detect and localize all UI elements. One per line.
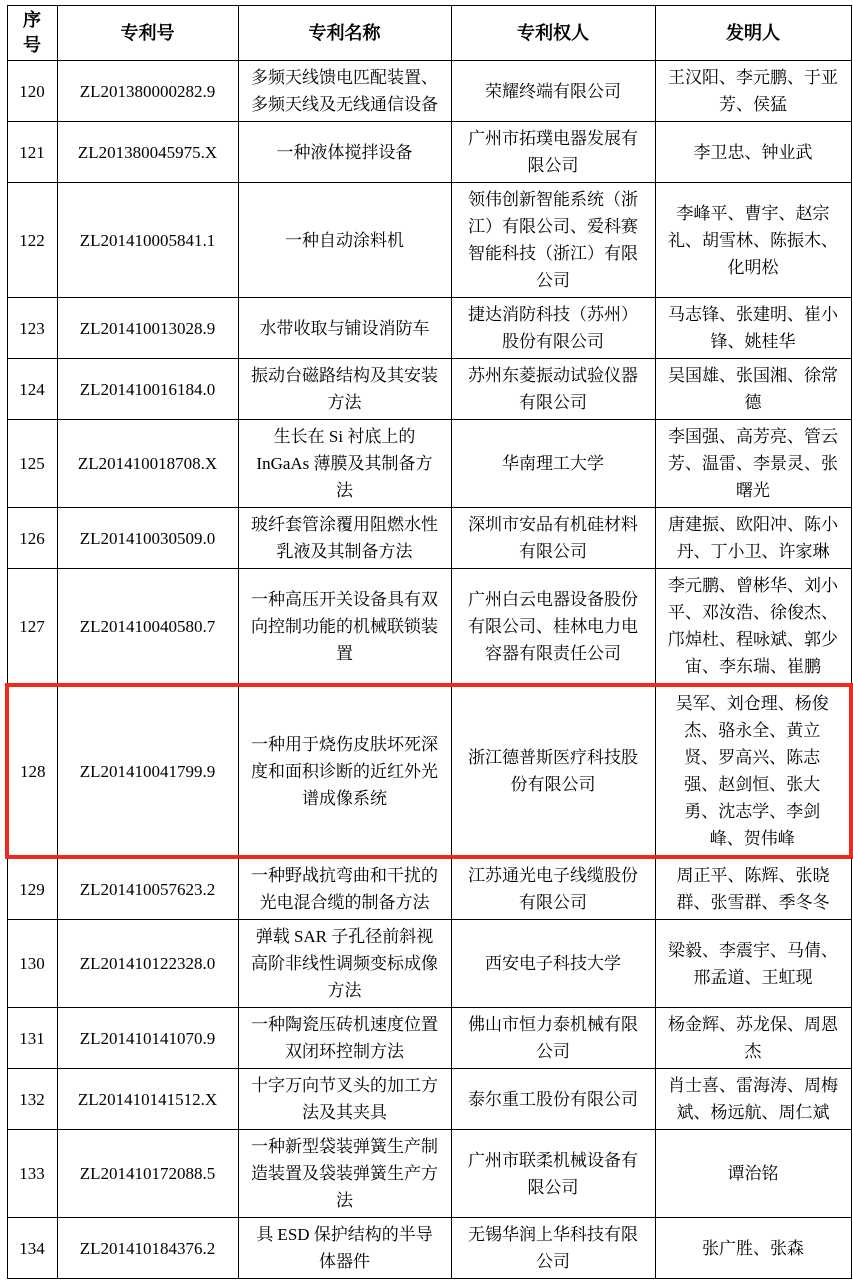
cell-patentee: 苏州东菱振动试验仪器有限公司	[451, 359, 655, 420]
table-row	[7, 359, 851, 420]
cell-patent-no: ZL201380045975.X	[57, 122, 238, 183]
header-row	[7, 6, 851, 61]
cell-seq: 131	[7, 1008, 57, 1069]
cell-patent-no: ZL201410141070.9	[57, 1008, 238, 1069]
cell-patentee: 领伟创新智能系统（浙江）有限公司、爱科赛智能科技（浙江）有限公司	[451, 183, 655, 298]
cell-seq: 128	[7, 685, 57, 857]
cell-inventors: 杨金辉、苏龙保、周恩杰	[655, 1008, 851, 1069]
cell-patent-no: ZL201410013028.9	[57, 298, 238, 359]
cell-patent-name: 一种陶瓷压砖机速度位置双闭环控制方法	[238, 1008, 451, 1069]
header-patent-no: 专利号	[57, 6, 238, 61]
table-row	[7, 1130, 851, 1218]
cell-inventors: 梁毅、李震宇、马倩、邢孟道、王虹现	[655, 920, 851, 1008]
cell-patent-no: ZL201410005841.1	[57, 183, 238, 298]
cell-patent-no: ZL201410141512.X	[57, 1069, 238, 1130]
table-row	[7, 508, 851, 569]
table-row	[7, 61, 851, 122]
cell-inventors: 周正平、陈辉、张晓群、张雪群、季冬冬	[655, 857, 851, 920]
cell-patentee: 华南理工大学	[451, 420, 655, 508]
cell-patentee: 广州市拓璞电器发展有限公司	[451, 122, 655, 183]
cell-inventors: 张广胜、张森	[655, 1218, 851, 1279]
cell-patent-name: 水带收取与铺设消防车	[238, 298, 451, 359]
cell-inventors: 马志锋、张建明、崔小锋、姚桂华	[655, 298, 851, 359]
cell-patentee: 无锡华润上华科技有限公司	[451, 1218, 655, 1279]
cell-patent-name: 一种野战抗弯曲和干扰的光电混合缆的制备方法	[238, 857, 451, 920]
cell-seq: 126	[7, 508, 57, 569]
cell-patentee: 浙江德普斯医疗科技股份有限公司	[451, 685, 655, 857]
cell-patent-name: 玻纤套管涂覆用阻燃水性乳液及其制备方法	[238, 508, 451, 569]
cell-seq: 130	[7, 920, 57, 1008]
cell-patentee: 广州市联柔机械设备有限公司	[451, 1130, 655, 1218]
cell-patent-no: ZL201410184376.2	[57, 1218, 238, 1279]
cell-patentee: 荣耀终端有限公司	[451, 61, 655, 122]
cell-patent-name: 一种用于烧伤皮肤坏死深度和面积诊断的近红外光谱成像系统	[238, 685, 451, 857]
table-row	[7, 1069, 851, 1130]
cell-patent-no: ZL201410041799.9	[57, 685, 238, 857]
table-row	[7, 420, 851, 508]
cell-seq: 123	[7, 298, 57, 359]
header-seq: 序号	[7, 6, 57, 61]
cell-patent-name: 一种高压开关设备具有双向控制功能的机械联锁装置	[238, 569, 451, 686]
table-row	[7, 122, 851, 183]
table-row	[7, 857, 851, 920]
cell-patent-name: 多频天线馈电匹配装置、多频天线及无线通信设备	[238, 61, 451, 122]
cell-seq: 121	[7, 122, 57, 183]
cell-inventors: 李峰平、曹宇、赵宗礼、胡雪林、陈振木、化明松	[655, 183, 851, 298]
cell-patentee: 深圳市安品有机硅材料有限公司	[451, 508, 655, 569]
cell-patent-no: ZL201410172088.5	[57, 1130, 238, 1218]
cell-seq: 122	[7, 183, 57, 298]
cell-seq: 129	[7, 857, 57, 920]
cell-patentee: 捷达消防科技（苏州）股份有限公司	[451, 298, 655, 359]
cell-patentee: 西安电子科技大学	[451, 920, 655, 1008]
table-row	[7, 298, 851, 359]
header-inventors: 发明人	[655, 6, 851, 61]
cell-patent-no: ZL201410057623.2	[57, 857, 238, 920]
cell-patent-name: 生长在 Si 衬底上的 InGaAs 薄膜及其制备方法	[238, 420, 451, 508]
cell-patent-no: ZL201410018708.X	[57, 420, 238, 508]
cell-patent-no: ZL201380000282.9	[57, 61, 238, 122]
cell-inventors: 谭治铭	[655, 1130, 851, 1218]
cell-patent-no: ZL201410122328.0	[57, 920, 238, 1008]
cell-patentee: 佛山市恒力泰机械有限公司	[451, 1008, 655, 1069]
cell-patent-no: ZL201410030509.0	[57, 508, 238, 569]
cell-seq: 132	[7, 1069, 57, 1130]
highlighted-row	[7, 685, 851, 857]
cell-patent-name: 振动台磁路结构及其安装方法	[238, 359, 451, 420]
cell-patent-name: 一种自动涂料机	[238, 183, 451, 298]
cell-seq: 124	[7, 359, 57, 420]
header-patent-name: 专利名称	[238, 6, 451, 61]
cell-patent-name: 一种液体搅拌设备	[238, 122, 451, 183]
cell-inventors: 李卫忠、钟业武	[655, 122, 851, 183]
cell-patent-name: 十字万向节叉头的加工方法及其夹具	[238, 1069, 451, 1130]
cell-inventors: 唐建振、欧阳冲、陈小丹、丁小卫、许家琳	[655, 508, 851, 569]
cell-seq: 133	[7, 1130, 57, 1218]
table-row	[7, 183, 851, 298]
cell-patent-name: 一种新型袋装弹簧生产制造装置及袋装弹簧生产方法	[238, 1130, 451, 1218]
cell-patentee: 泰尔重工股份有限公司	[451, 1069, 655, 1130]
table-body	[7, 61, 851, 1279]
table-row	[7, 1218, 851, 1279]
cell-inventors: 李国强、高芳亮、管云芳、温雷、李景灵、张曙光	[655, 420, 851, 508]
cell-patent-name: 弹载 SAR 子孔径前斜视高阶非线性调频变标成像方法	[238, 920, 451, 1008]
cell-seq: 127	[7, 569, 57, 686]
cell-seq: 125	[7, 420, 57, 508]
cell-inventors: 王汉阳、李元鹏、于亚芳、侯猛	[655, 61, 851, 122]
cell-seq: 120	[7, 61, 57, 122]
patent-table	[5, 5, 853, 1279]
cell-inventors: 李元鹏、曾彬华、刘小平、邓汝浩、徐俊杰、邝焯杜、程咏斌、郭少宙、李东瑞、崔鹏	[655, 569, 851, 686]
cell-inventors: 吴国雄、张国湘、徐常德	[655, 359, 851, 420]
cell-patentee: 广州白云电器设备股份有限公司、桂林电力电容器有限责任公司	[451, 569, 655, 686]
table-row	[7, 569, 851, 686]
cell-patent-name: 具 ESD 保护结构的半导体器件	[238, 1218, 451, 1279]
cell-seq: 134	[7, 1218, 57, 1279]
cell-inventors: 吴军、刘仓理、杨俊杰、骆永全、黄立贤、罗高兴、陈志强、赵剑恒、张大勇、沈志学、李剑峰、贺伟峰	[655, 685, 851, 857]
header-patentee: 专利权人	[451, 6, 655, 61]
cell-patent-no: ZL201410040580.7	[57, 569, 238, 686]
cell-patent-no: ZL201410016184.0	[57, 359, 238, 420]
table-row	[7, 920, 851, 1008]
table-row	[7, 1008, 851, 1069]
cell-inventors: 肖士喜、雷海涛、周梅斌、杨远航、周仁斌	[655, 1069, 851, 1130]
cell-patentee: 江苏通光电子线缆股份有限公司	[451, 857, 655, 920]
